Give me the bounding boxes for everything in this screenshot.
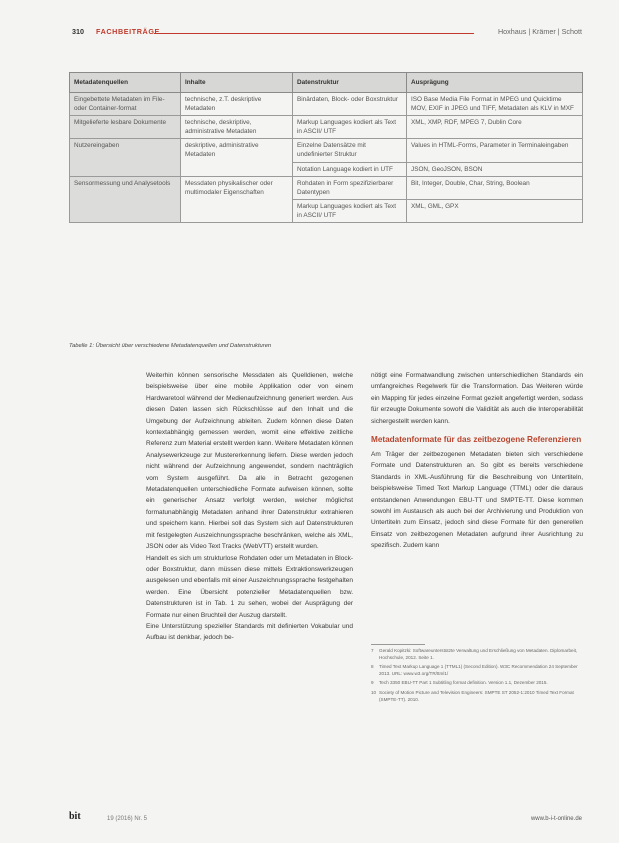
authors: Hoxhaus | Krämer | Schott [497, 27, 582, 36]
footnote-rule [371, 644, 425, 645]
table-cell: Markup Languages kodiert als Text in ASCII/ UTF [293, 199, 407, 222]
footnote-number: 8 [371, 664, 374, 670]
table-cell: Binärdaten, Block- oder Boxstruktur [293, 93, 407, 116]
footnotes [371, 648, 581, 706]
table-header-cell: Ausprägung [407, 73, 583, 93]
table-cell: technische, z.T. deskriptive Metadaten [181, 93, 293, 116]
table-cell: Rohdaten in Form spezifizierbarer Datentypen [293, 176, 407, 199]
paragraph: Handelt es sich um strukturlose Rohdaten oder um Metadaten in Block- oder Boxstruktur, dann müssen diese mittels Extraktionswerkzeugen ausgelesen und ebenfalls mit einer Auszeichnungssprache festgehalten werden. Eine Übersicht potenzieller Metadatenquellen bzw. Datenstrukturen ist in Tab. 1 zu sehen, wobei der Ausprägung der Formate nur einen Bruchteil der Auszug darstellt. [146, 554, 353, 619]
footnote-text: Timed Text Markup Language 1 (TTML1) (Second Edition). W3C Recommendation 24 September 2013. URL: www.w3.org/TR/ttml1/ [379, 664, 578, 676]
table-cell: Values in HTML-Forms, Parameter in Terminaleingaben [407, 139, 583, 162]
footnote [371, 680, 581, 687]
table-cell: ISO Base Media File Format in MPEG und Quicktime MOV, EXIF in JPEG und TIFF, Metadaten als KLV in MXF [407, 93, 583, 116]
table-cell: Bit, Integer, Double, Char, String, Boolean [407, 176, 583, 199]
table-cell: Einzelne Datensätze mit undefinierter Struktur [293, 139, 407, 162]
table-row [70, 176, 583, 199]
footnote-text: Gerald Kopitzki: Softwareunterstützte Verwaltung und Erschließung von Metadaten. Diplomarbeit, Hochschule, 2012. Seite 1. [379, 648, 578, 660]
table-row [70, 116, 583, 139]
footnote-number: 9 [371, 680, 374, 686]
section-heading: Metadatenformate für das zeitbezogene Referenzieren [371, 435, 582, 445]
table-cell: Mitgelieferte lesbare Dokumente [70, 116, 181, 139]
right-column [371, 370, 583, 552]
website-link[interactable]: www.b-i-t-online.de [530, 816, 582, 822]
footnote-text: Society of Motion Picture and Television Engineers: SMPTE ST 2052-1:2010 Timed Text Format (SMPTE-TT). 2010. [379, 689, 574, 702]
running-header [72, 26, 582, 40]
paragraph: Weiterhin können sensorische Messdaten als Quelldienen, welche beispielsweise über eine mobile Applikation oder von einem Hardwaretool während der Medienaufzeichnung generiert werden. Aus diesen Daten lassen sich Rückschlüsse auf den Inhalt und die Umgebung der Aufzeichnung ableiten. Zudem können diese Daten kontextabhängig gemessen werden, womit eine effektive zeitliche Referenz zum Material erstellt werden kann. Weitere Metadaten können Analysewerkzeuge zur Mustererkennung liefern. Diese werden jedoch nicht während der Aufzeichnung angewendet, sondern nachträglich vom System ausgeführt. Da alle in Betracht gezogenen Metadatenquellen unterschiedliche Formate aufweisen können, sollte ein generischer Ansatz verfolgt werden, welcher möglichst formatunabhängig Metadaten anhand ihrer Datenstruktur extrahieren und speichern kann. Hierbei soll das System sich auf Datenstrukturen mit festgelegten Auszeichnungssprache beschränken, welche als XML, JSON oder als Video Text Tracks (WebVTT) erstellt wurden. [146, 372, 353, 551]
footnote-number: 7 [371, 648, 374, 653]
left-column [146, 370, 353, 644]
table-cell: Eingebettete Metadaten im File- oder Container-format [70, 93, 181, 116]
footnote [371, 690, 581, 703]
section-title: FACHBEITRÄGE [96, 27, 160, 36]
paragraph: nötigt eine Formatwandlung zwischen unterschiedlichen Standards ein umfangreiches Regelwerk für die Transformation. Das Weiteren würde ein Mapping für jedes einzelne Format gezielt angefertigt werden, sodass für erzeugte Dokumente sowohl die Validität als auch die Interoperabilität sichergestellt werden kann. [371, 372, 583, 425]
paragraph: Am Träger der zeitbezogenen Metadaten bieten sich verschiedene Formate und Datenstrukturen an. So gibt es bereits verschiedene Standards in XML-Ausführung für die Beschreibung von Untertiteln, beispielsweise Timed Text Markup Language (TTML) oder die daraus entstandenen Anwendungen EBU-TT und SMPTE-TT. Diese kommen sowohl im Austausch als auch bei der Archivierung und Produktion von Untertiteln zum Einsatz, jedoch sind diese Formate für den generellen Einsatz von zeitbezogenen Metadaten aufgrund ihrer Ausrichtung zu spezifisch. Zudem kann [371, 451, 583, 550]
issue-info: 19 (2016) Nr. 5 [107, 816, 148, 822]
page-footer [69, 811, 582, 826]
metadata-sources-table [69, 72, 583, 223]
footnote [371, 648, 581, 661]
table-cell: Sensormessung und Analysetools [70, 176, 181, 222]
table-cell: XML, GML, GPX [407, 199, 583, 222]
footnote [371, 664, 581, 677]
table-cell: Markup Languages kodiert als Text in ASCII/ UTF [293, 116, 407, 139]
footnote-number: 10 [371, 689, 377, 695]
header-rule [154, 33, 474, 34]
table-row [70, 139, 583, 162]
table-row [70, 93, 583, 116]
journal-logo: bit [69, 811, 81, 822]
table-header-cell: Datenstruktur [293, 73, 407, 93]
page-number: 310 [72, 27, 84, 36]
footnote-text: Tech 3350 EBU-TT Part 1 Subtitling format definition. Version 1.1, Dezember 2015. [379, 680, 548, 686]
table-cell: Notation Language kodiert in UTF [293, 162, 407, 176]
table-cell: technische, deskriptive, administrative Metadaten [181, 116, 293, 139]
table-cell: XML, XMP, RDF, MPEG 7, Dublin Core [407, 116, 583, 139]
table-header-row [70, 73, 583, 93]
table-header-cell: Inhalte [181, 73, 293, 93]
table-caption: Tabelle 1: Übersicht über verschiedene Metadatenquellen und Datenstrukturen [69, 343, 272, 349]
table-header-cell: Metadatenquellen [70, 73, 181, 93]
paragraph: Eine Unterstützung spezieller Standards mit definierten Vokabular und Aufbau ist denkbar, jedoch be- [146, 622, 353, 642]
table-cell: Messdaten physikalischer oder multimodaler Eigenschaften [181, 176, 293, 222]
table-cell: Nutzereingaben [70, 139, 181, 176]
table-cell: deskriptive, administrative Metadaten [181, 139, 293, 176]
table-cell: JSON, GeoJSON, BSON [407, 162, 583, 176]
